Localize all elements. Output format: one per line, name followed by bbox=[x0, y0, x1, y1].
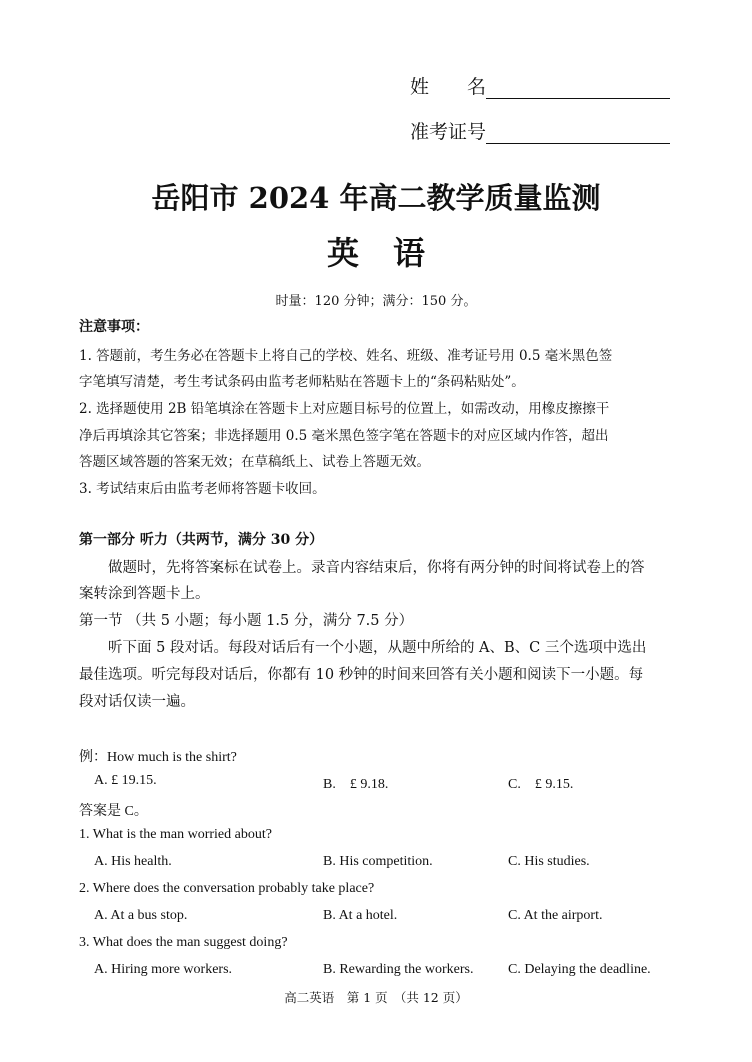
page-footer: 高二英语 第 1 页 （共 12 页） bbox=[284, 990, 468, 1005]
question-1: 1. What is the man worried about? bbox=[79, 827, 272, 842]
part1-instruction: 做题时，先将答案标在试卷上。录音内容结束后，你将有两分钟的时间将试卷上的答 bbox=[108, 560, 645, 576]
question-1-option-c: C. His studies. bbox=[508, 854, 590, 869]
section1-instruction: 听下面 5 段对话。每段对话后有一个小题，从题中所给的 A、B、C 三个选项中选出 bbox=[108, 640, 647, 656]
id-label: 准考证号 bbox=[410, 121, 487, 143]
example-answer: 答案是 C。 bbox=[79, 804, 148, 819]
notice-line: 答题区域答题的答案无效；在草稿纸上、试卷上答题无效。 bbox=[79, 454, 430, 470]
question-1-option-b: B. His competition. bbox=[323, 854, 433, 869]
id-field bbox=[410, 117, 670, 144]
section1-heading: 第一节 （共 5 小题；每小题 1.5 分，满分 7.5 分） bbox=[79, 613, 414, 629]
question-2-option-c: C. At the airport. bbox=[508, 908, 603, 923]
notice-heading: 注意事项： bbox=[79, 319, 149, 335]
notice-line: 净后再填涂其它答案；非选择题用 0.5 毫米黑色签字笔在答题卡的对应区域内作答，超出 bbox=[79, 428, 609, 444]
example-question: 例：How much is the shirt? bbox=[79, 750, 237, 765]
example-option-a: A. £ 19.15. bbox=[94, 773, 157, 788]
notice-line: 2. 选择题使用 2B 铅笔填涂在答题卡上对应题目标号的位置上，如需改动，用橡皮擦擦干 bbox=[79, 401, 610, 417]
example-option-c: C. £ 9.15. bbox=[508, 777, 574, 792]
exam-title: 岳阳市 2024 年高二教学质量监测 bbox=[151, 181, 601, 215]
section1-instruction: 最佳选项。听完每段对话后，你都有 10 秒钟的时间来回答有关小题和阅读下一小题。每 bbox=[79, 667, 644, 683]
id-blank-line bbox=[486, 123, 670, 144]
time-info: 时量：120 分钟；满分：150 分。 bbox=[275, 294, 477, 309]
part1-instruction: 案转涂到答题卡上。 bbox=[79, 586, 210, 602]
question-2: 2. Where does the conversation probably take place? bbox=[79, 881, 375, 896]
question-2-option-a: A. At a bus stop. bbox=[94, 908, 188, 923]
name-label: 姓 名 bbox=[410, 76, 487, 98]
question-1-option-a: A. His health. bbox=[94, 854, 172, 869]
section1-instruction: 段对话仅读一遍。 bbox=[79, 694, 195, 710]
notice-line: 3. 考试结束后由监考老师将答题卡收回。 bbox=[79, 481, 326, 497]
notice-line: 字笔填写清楚，考生考试条码由监考老师粘贴在答题卡上的“条码粘贴处”。 bbox=[79, 374, 525, 390]
example-option-b: B. £ 9.18. bbox=[323, 777, 389, 792]
question-3: 3. What does the man suggest doing? bbox=[79, 935, 288, 950]
notice-line: 1. 答题前，考生务必在答题卡上将自己的学校、姓名、班级、准考证号用 0.5 毫米黑色签 bbox=[79, 348, 613, 364]
name-blank-line bbox=[486, 78, 670, 99]
subject-title: 英语 bbox=[326, 234, 459, 272]
question-3-option-b: B. Rewarding the workers. bbox=[323, 962, 474, 977]
question-2-option-b: B. At a hotel. bbox=[323, 908, 398, 923]
name-field bbox=[410, 72, 670, 99]
question-3-option-c: C. Delaying the deadline. bbox=[508, 962, 651, 977]
question-3-option-a: A. Hiring more workers. bbox=[94, 962, 233, 977]
part1-heading: 第一部分 听力（共两节，满分 30 分） bbox=[79, 532, 324, 548]
